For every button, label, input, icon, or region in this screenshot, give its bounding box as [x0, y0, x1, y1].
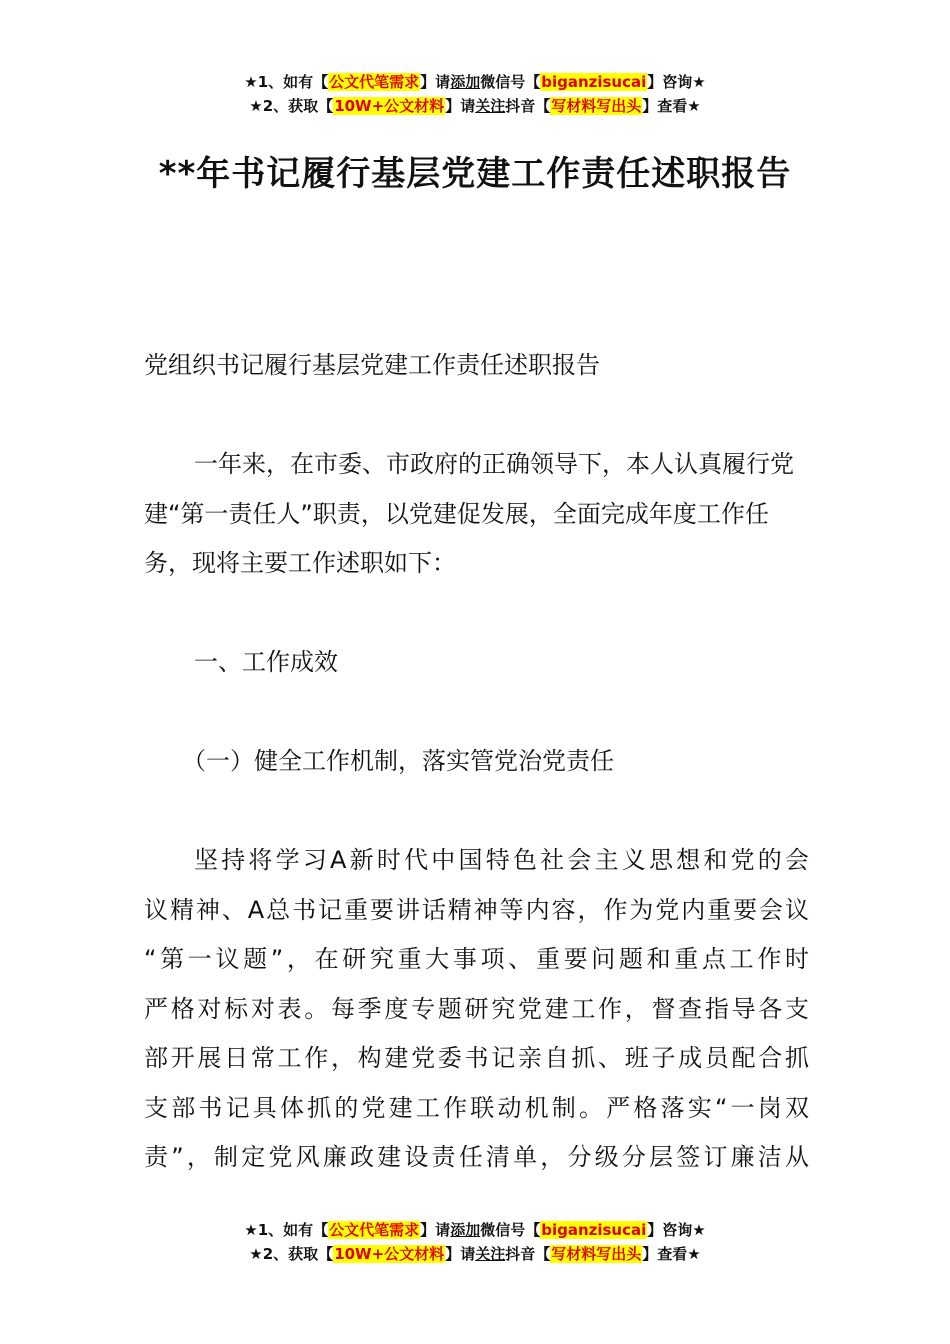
- body-paragraph: [144, 836, 809, 1183]
- highlight-materials: 10W+公文材料: [334, 97, 445, 115]
- highlight-wechat-id: biganzisucai: [541, 1221, 647, 1239]
- body-line: 部开展日常工作，构建党委书记亲自抓、班子成员配合抓: [144, 1044, 809, 1072]
- banner-text: 微信号【: [480, 1221, 541, 1239]
- banner-text: 】请: [420, 73, 451, 91]
- document-title: **年书记履行基层党建工作责任述职报告: [158, 154, 792, 194]
- highlight-douyin-id: 写材料写出头: [551, 1245, 642, 1263]
- highlight-service: 公文代笔需求: [329, 1221, 420, 1239]
- body-line: “第一议题”，在研究重大事项、重要问题和重点工作时: [144, 945, 809, 973]
- subsection-heading-text: （一）健全工作机制，落实管党治党责任: [182, 747, 614, 775]
- banner-text: 微信号【: [480, 73, 541, 91]
- intro-text: 一年来，在市委、市政府的正确领导下，本人认真履行党建“第一责任人”职责，以党建促发展，全面完成年度工作任务，现将主要工作述职如下：: [144, 450, 794, 577]
- intro-paragraph: [144, 440, 809, 589]
- underlined-text: 添加: [450, 73, 481, 91]
- body-line: 责”，制定党风廉政建设责任清单，分级分层签订廉洁从: [144, 1143, 809, 1171]
- banner-line-2: [0, 94, 950, 118]
- document-subtitle: [144, 341, 809, 391]
- banner-text: 抖音【: [505, 1245, 551, 1263]
- underlined-text: 添加: [450, 1221, 481, 1239]
- banner-line-1: [0, 70, 950, 94]
- highlight-service: 公文代笔需求: [329, 73, 420, 91]
- underlined-text: 关注: [475, 97, 506, 115]
- body-line: 坚持将学习A新时代中国特色社会主义思想和党的会: [194, 846, 809, 874]
- banner-text: ★2、获取【: [249, 97, 334, 115]
- banner-text: 】请: [445, 97, 476, 115]
- highlight-douyin-id: 写材料写出头: [551, 97, 642, 115]
- banner-text: 】请: [445, 1245, 476, 1263]
- banner-text: 】咨询★: [647, 73, 706, 91]
- body-line: 严格对标对表。每季度专题研究党建工作，督查指导各支: [144, 994, 809, 1023]
- banner-text: 抖音【: [505, 97, 551, 115]
- section-heading-text: 一、工作成效: [194, 648, 338, 676]
- subsection-heading: [144, 737, 809, 787]
- banner-line-1: [0, 1218, 950, 1242]
- header-banner: [0, 70, 950, 118]
- highlight-wechat-id: biganzisucai: [541, 73, 647, 91]
- banner-text: 】查看★: [642, 1245, 701, 1263]
- banner-text: 】请: [420, 1221, 451, 1239]
- subtitle-text: 党组织书记履行基层党建工作责任述职报告: [144, 351, 600, 379]
- footer-banner: [0, 1218, 950, 1266]
- body-line: 议精神、A总书记重要讲话精神等内容，作为党内重要会议: [144, 895, 809, 924]
- section-heading: [144, 638, 809, 688]
- highlight-materials: 10W+公文材料: [334, 1245, 445, 1263]
- banner-text: 】查看★: [642, 97, 701, 115]
- banner-text: ★1、如有【: [244, 73, 329, 91]
- banner-text: 】咨询★: [647, 1221, 706, 1239]
- underlined-text: 关注: [475, 1245, 506, 1263]
- banner-text: ★2、获取【: [249, 1245, 334, 1263]
- body-line: 支部书记具体抓的党建工作联动机制。严格落实“一岗双: [144, 1093, 809, 1122]
- banner-text: ★1、如有【: [244, 1221, 329, 1239]
- banner-line-2: [0, 1242, 950, 1266]
